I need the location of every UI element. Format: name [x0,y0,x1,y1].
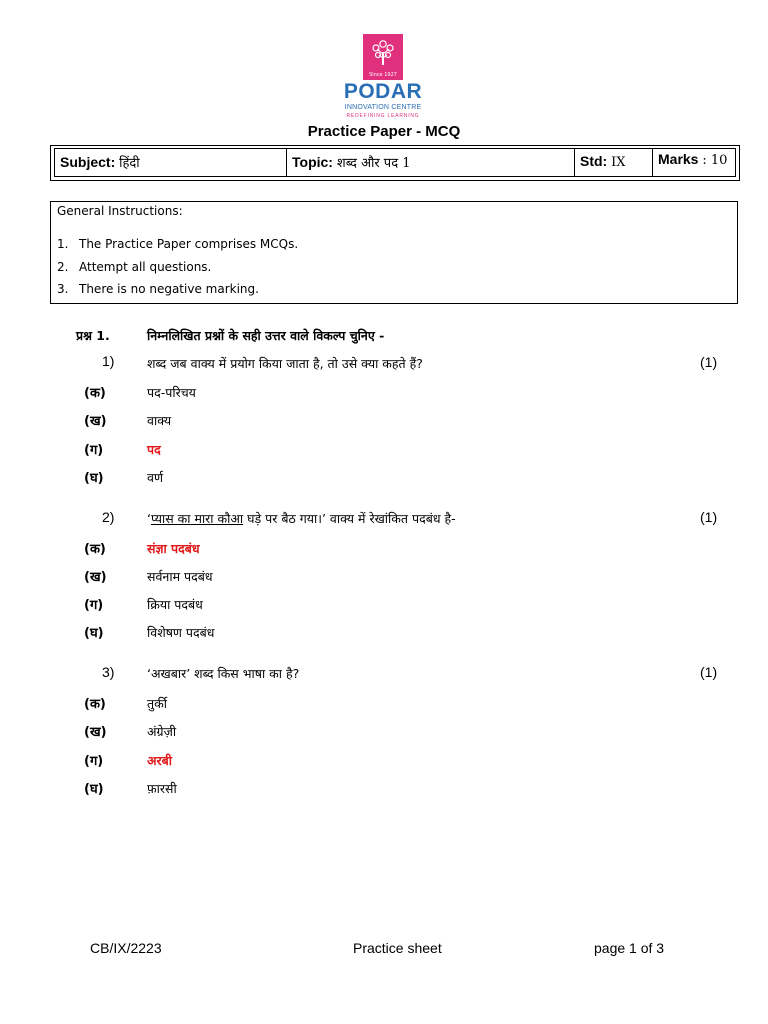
option-label: (ग) [84,598,104,613]
option-label: (क) [84,386,106,401]
instruction-text: The Practice Paper comprises MCQs. [79,237,299,251]
option-text: विशेषण पदबंध [147,625,215,640]
option-label: (घ) [84,782,104,797]
podar-logo [0,34,768,124]
option-text: पद-परिचय [147,385,196,400]
question-number: 1) [102,353,115,369]
question-text-part: घड़े पर बैठ गया।’ वाक्य में रेखांकित पदबंध है- [243,511,456,526]
option-text: वर्ण [147,470,163,485]
option-label: (ख) [84,570,107,585]
option-label: (ग) [84,443,104,458]
logo-tagline: REDEFINING LEARNING [346,113,420,119]
paper-title: Practice Paper - MCQ [307,123,461,140]
std-label: Std: [580,153,608,169]
std-value: IX [611,155,626,170]
footer-center: Practice sheet [353,940,442,956]
instruction-number: 2. [57,260,69,274]
instruction-text: There is no negative marking. [79,282,259,296]
question-number: 3) [102,664,115,680]
correct-option-text: अरबी [147,753,173,768]
topic-label: Topic: [292,154,333,170]
instruction-item [57,282,259,296]
question-marks: (1) [700,509,718,525]
topic-value: शब्द और पद 1 [336,156,411,171]
underlined-phrase: प्यास का मारा कौआ [150,511,244,526]
option-text: वाक्य [147,413,172,428]
instruction-item [57,237,298,251]
marks-value: : 10 [702,153,728,168]
question-text: शब्द जब वाक्य में प्रयोग किया जाता है, तो उसे क्या कहते हैं? [147,356,423,371]
logo-since: Since 1927 [369,72,397,78]
correct-option-text: संज्ञा पदबंध [147,541,200,556]
header-table [50,145,740,181]
question-text: ‘अखबार’ शब्द किस भाषा का है? [147,666,300,681]
subject-cell [55,149,287,176]
option-label: (ख) [84,414,107,429]
instruction-number: 1. [57,237,69,251]
question-number: 2) [102,509,115,525]
instruction-text: Attempt all questions. [79,260,212,274]
logo-badge [363,34,403,80]
footer-page: page 1 of 3 [594,940,665,956]
option-label: (ग) [84,754,104,769]
option-label: (क) [84,542,106,557]
question-marks: (1) [700,354,718,370]
section-heading: निम्नलिखित प्रश्नों के सही उत्तर वाले विकल्प चुनिए - [147,328,385,343]
option-label: (घ) [84,471,104,486]
general-instructions [50,201,738,304]
option-label: (क) [84,697,106,712]
option-label: (घ) [84,626,104,641]
section-label: प्रश्न 1. [76,328,110,343]
footer-code: CB/IX/2223 [90,940,162,956]
option-text: सर्वनाम पदबंध [147,569,213,584]
topic-cell [287,149,575,176]
option-text: अंग्रेज़ी [147,724,177,739]
option-text: तुर्की [147,696,167,711]
logo-subtitle: INNOVATION CENTRE [344,104,422,111]
instruction-item [57,260,211,274]
question-marks: (1) [700,664,718,680]
std-cell [575,149,653,176]
instructions-title: General Instructions: [57,204,183,218]
instruction-number: 3. [57,282,69,296]
option-label: (ख) [84,725,107,740]
question-text-part: ‘ [147,511,151,526]
marks-label: Marks [658,151,699,167]
logo-name: PODAR [343,80,423,103]
option-text: फ़ारसी [147,781,177,796]
option-text: क्रिया पदबंध [147,597,203,612]
correct-option-text: पद [147,442,161,457]
question-text [147,510,456,527]
marks-cell [653,149,735,176]
subject-value: हिंदी [119,156,140,171]
tree-icon [371,38,395,68]
subject-label: Subject: [60,154,116,170]
